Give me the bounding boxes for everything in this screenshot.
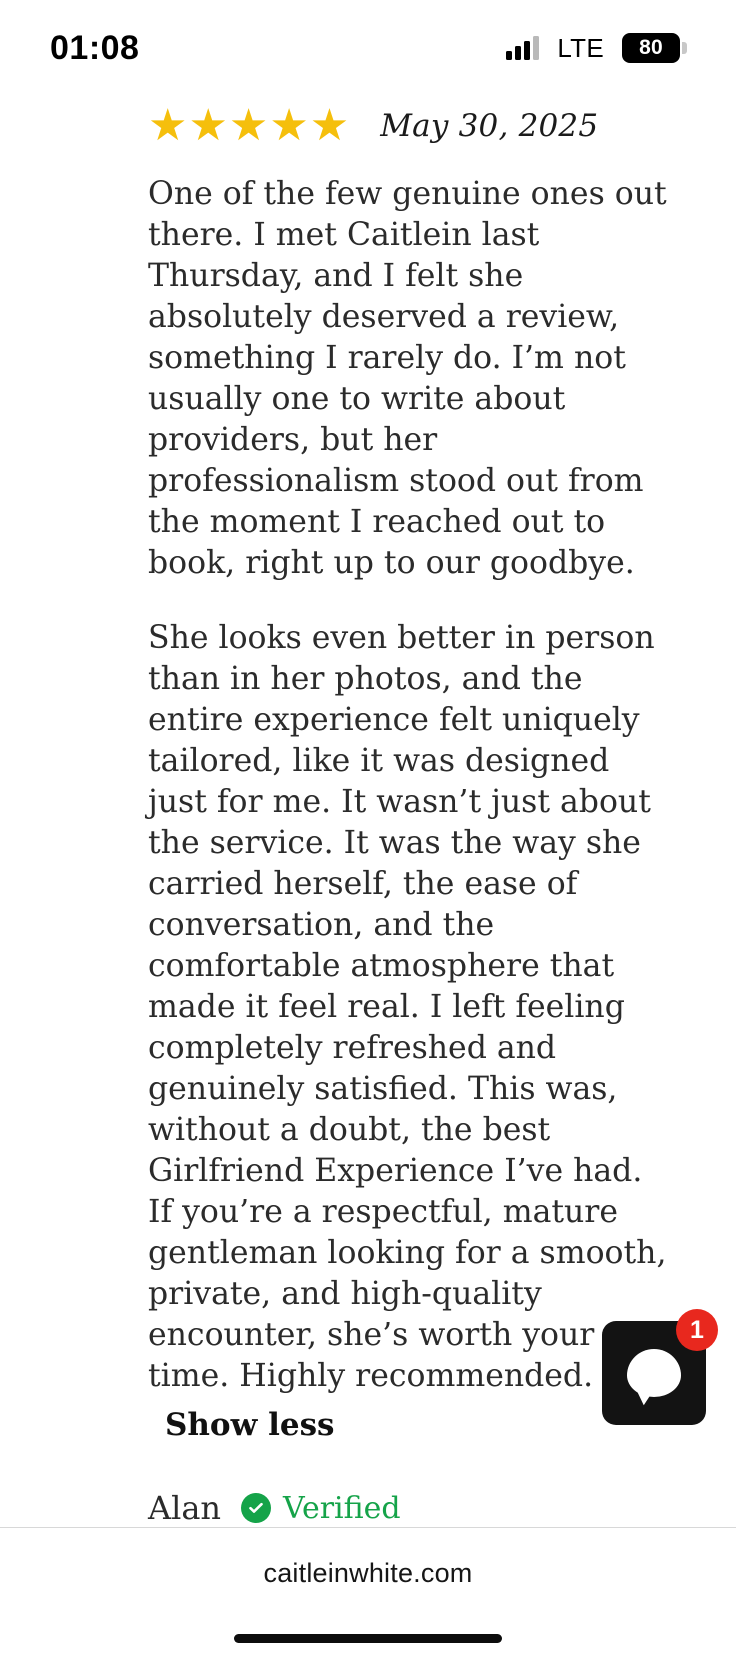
show-less-button[interactable]: Show less [165, 1407, 335, 1443]
review-paragraph-2: She looks even better in person than in her photos, and the entire experience felt uniquely tailored, like it was designed just for me. It wasn’t just about the service. It was the way she carried herself, the ease of conversation, and the comfortable atmosphere that made it feel real. I left feeling completely refreshed and genuinely satisfied. This was, without a doubt, the best Girlfriend Experience I’ve had. If you’re a respectful, mature gentleman looking for a smooth, private, and high-quality encounter, she’s worth your time. Highly recommended. [148, 620, 667, 1394]
home-indicator[interactable] [234, 1634, 502, 1643]
reviewer-row [0, 1443, 706, 1527]
site-url-label[interactable]: caitleinwhite.com [263, 1558, 473, 1588]
chat-unread-badge: 1 [676, 1309, 718, 1351]
status-indicators [506, 33, 680, 64]
review-header [0, 96, 706, 148]
status-time: 01:08 [50, 28, 140, 67]
browser-address-bar[interactable] [0, 1527, 736, 1619]
status-badge [241, 1491, 401, 1526]
network-type-label: LTE [557, 32, 604, 63]
home-indicator-area [0, 1619, 736, 1657]
review-date: May 30, 2025 [380, 108, 599, 144]
reviewer-name: Alan [148, 1489, 222, 1527]
verified-label: Verified [283, 1490, 401, 1526]
chat-widget-button[interactable] [602, 1315, 706, 1425]
review-content [0, 96, 736, 1527]
check-circle-icon [241, 1493, 271, 1523]
review-text [0, 148, 706, 1397]
chat-bubble-icon [627, 1349, 681, 1397]
signal-bars-icon [506, 36, 539, 60]
status-bar [0, 0, 736, 96]
review-paragraph-1: One of the few genuine ones out there. I met Caitlein last Thursday, and I felt she absolutely deserved a review, something I rarely do. I’m not usually one to write about providers, but her professionalism stood out from the moment I reached out to book, right up to our goodbye. [148, 176, 667, 581]
battery-icon [622, 33, 680, 63]
battery-level-label: 80 [639, 36, 663, 59]
star-rating-icon: ★★★★★ [148, 101, 351, 150]
